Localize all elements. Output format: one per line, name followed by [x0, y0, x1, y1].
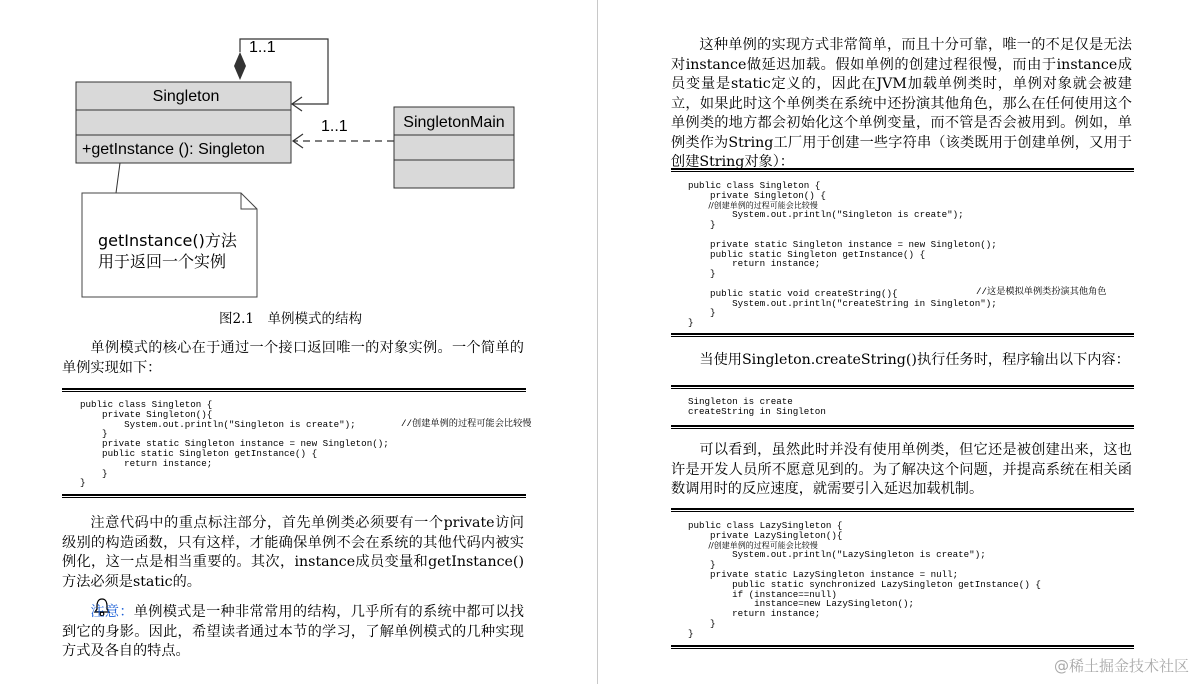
singleton-main-name: SingletonMain: [403, 114, 505, 131]
note-paragraph: [62, 603, 524, 662]
note-label: 注意：: [90, 604, 134, 620]
singleton-main-class-box: [394, 107, 514, 188]
right-paragraph-2: 当使用Singleton.createString()执行任务时，程序输出以下内容：: [699, 352, 1130, 368]
output-rule-bottom: [671, 425, 1134, 429]
note-block: [62, 603, 524, 662]
right-code1-rule-bottom: [671, 333, 1134, 337]
watermark: @稀土掘金技术社区: [1053, 657, 1189, 675]
page-divider: [597, 0, 598, 684]
right-code1-rule-top: [671, 168, 1134, 172]
dependency-arrow: [293, 118, 394, 148]
singleton-method: +getInstance (): Singleton: [82, 141, 265, 158]
right-code2-rule-bottom: [671, 645, 1134, 649]
right-code-block-2: public class LazySingleton { private LazySingleton(){ //创建单例的过程可能会比较慢 System.out.println("LazySingleton is create"); } private static LazySingleton instance = null; public static synchronized LazySingleton getInstance() { if (instance==null) instance=new LazySingleton(); return instance; } }: [688, 520, 1041, 639]
code-rule-top: [62, 388, 526, 392]
right-code1-comment: //这是模拟单例类扮演其他角色: [976, 286, 1107, 297]
left-code-block: public class Singleton { private Singleton(){ System.out.println("Singleton is create"); } private static Singleton instance = new Singleton(); public static Singleton getInstance() { return instance; } }: [80, 399, 389, 489]
singleton-class-box: [76, 82, 291, 163]
right-code-block-1: public class Singleton { private Singleton() { //创建单例的过程可能会比较慢 System.out.println("Singleton is create"); } private static Singleton instance = new Singleton(); public static Singleton getInstance() { return instance; } public static void createString(){ System.out.println("createString in Singleton"); } }: [688, 180, 997, 329]
output-rule-top: [671, 385, 1134, 389]
left-paragraph-2: 注意代码中的重点标注部分，首先单例类必须要有一个private访问级别的构造函数，只有这样，才能确保单例不会在系统的其他代码内被实例化，这一点是相当重要的。其次，instance成员变量和getInstance()方法必须是static的。: [62, 515, 524, 590]
right-paragraph-1: 这种单例的实现方式非常简单，而且十分可靠，唯一的不足仅是无法对instance做延迟加载。假如单例的创建过程很慢，而由于instance成员变量是static定义的，因此在JVM加载单例类时，单例对象就会被建立，如果此时这个单例类在系统中还扮演其他角色，那么在任何使用这个单例类的地方都会初始化这个单例变量，而不管是否会被用到。例如，单例类作为String工厂用于创建一些字符串（该类既用于创建单例，又用于创建String对象）：: [671, 37, 1132, 170]
uml-diagram: [0, 0, 597, 300]
figure-caption: 图2.1 单例模式的结构: [219, 311, 362, 327]
dependency-multiplicity: 1..1: [321, 118, 348, 135]
output-block: Singleton is create createString in Singleton: [688, 396, 826, 417]
right-code2-rule-top: [671, 508, 1134, 512]
left-code-comment: //创建单例的过程可能会比较慢: [401, 418, 532, 429]
code-rule-bottom: [62, 494, 526, 498]
note-line-2: 用于返回一个实例: [98, 252, 227, 271]
left-paragraph-1: 单例模式的核心在于通过一个接口返回唯一的对象实例。一个简单的单例实现如下：: [62, 340, 524, 376]
uml-note: [82, 163, 257, 297]
right-paragraph-3: 可以看到，虽然此时并没有使用单例类，但它还是被创建出来，这也许是开发人员所不愿意见到的。为了解决这个问题，并提高系统在相关函数调用时的反应速度，就需要引入延迟加载机制。: [671, 442, 1132, 497]
self-multiplicity: 1..1: [249, 39, 276, 56]
singleton-class-name: Singleton: [152, 88, 220, 105]
note-text: 单例模式是一种非常常用的结构，几乎所有的系统中都可以找到它的身影。因此，希望读者通过本节的学习，了解单例模式的几种实现方式及各自的特点。: [62, 604, 524, 659]
note-line-1: getInstance()方法: [98, 231, 237, 250]
